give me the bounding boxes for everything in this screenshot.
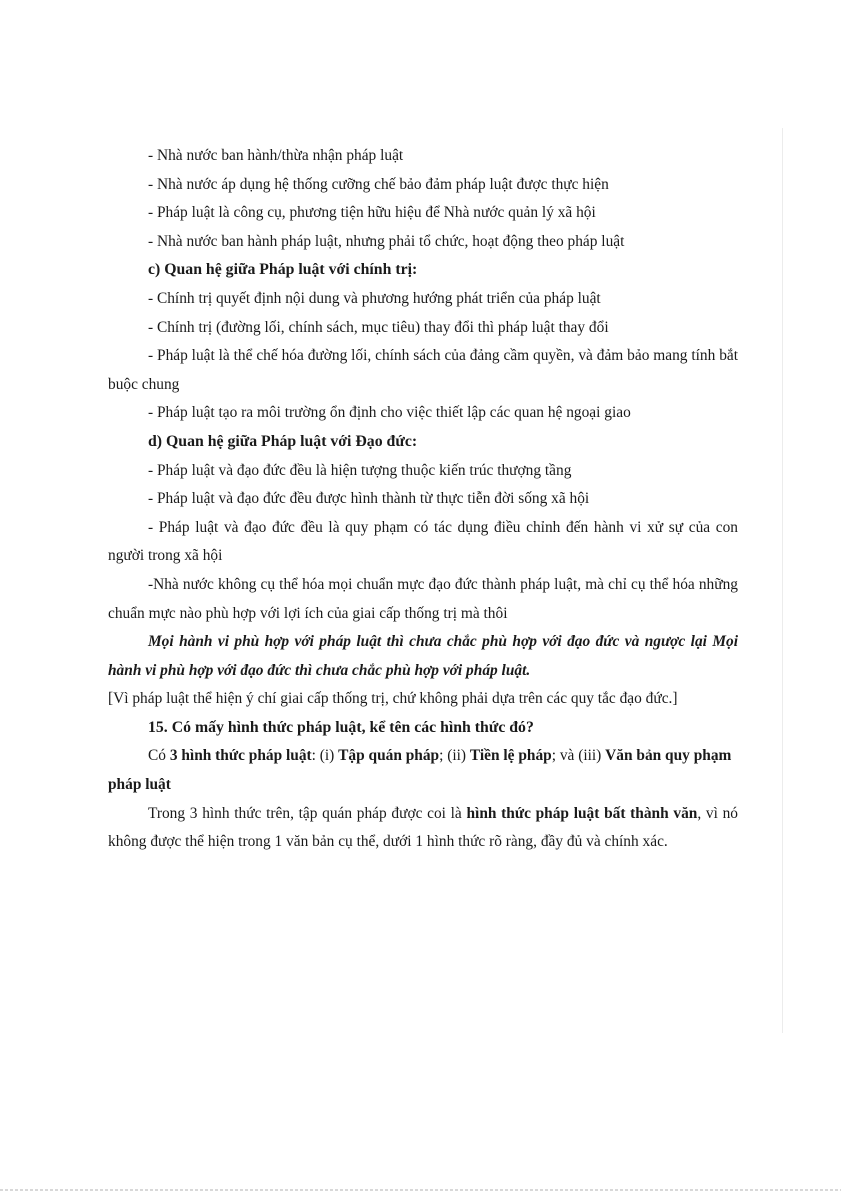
bullet-line: - Pháp luật và đạo đức đều là hiện tượng thuộc kiến trúc thượng tầng: [148, 461, 572, 479]
bullet-line: - Nhà nước áp dụng hệ thống cưỡng chế bảo đảm pháp luật được thực hiện: [148, 175, 609, 193]
answer-15: [108, 742, 738, 799]
paragraph-bold: hình thức pháp luật bất thành văn: [466, 804, 698, 822]
bullet-line: - Nhà nước ban hành pháp luật, nhưng phải tổ chức, hoạt động theo pháp luật: [148, 232, 625, 250]
bullet-line: - Chính trị quyết định nội dung và phương hướng phát triển của pháp luật: [148, 289, 601, 307]
bullet-line: - Pháp luật là công cụ, phương tiện hữu hiệu để Nhà nước quản lý xã hội: [148, 204, 596, 222]
section-heading-c: c) Quan hệ giữa Pháp luật với chính trị:: [148, 261, 418, 279]
answer-bold: Tiền lệ pháp: [469, 747, 552, 765]
bullet-line: - Pháp luật là thể chế hóa đường lối, chính sách của đảng cầm quyền, và đảm bảo mang tính bắt buộc chung: [108, 347, 738, 393]
section-heading-d: d) Quan hệ giữa Pháp luật với Đạo đức:: [148, 432, 418, 450]
question-15: 15. Có mấy hình thức pháp luật, kể tên các hình thức đó?: [148, 718, 534, 736]
document-body: [108, 142, 738, 857]
bullet-line: - Pháp luật và đạo đức đều được hình thành từ thực tiễn đời sống xã hội: [148, 490, 590, 508]
bullet-line: - Chính trị (đường lối, chính sách, mục tiêu) thay đổi thì pháp luật thay đổi: [148, 318, 609, 336]
answer-text: : (i): [311, 747, 339, 765]
answer-bold: Văn bản quy phạm pháp luật: [108, 747, 732, 794]
answer-bold: Tập quán pháp: [338, 747, 440, 765]
bullet-line: - Pháp luật tạo ra môi trường ổn định cho việc thiết lập các quan hệ ngoại giao: [148, 404, 631, 422]
bracket-note: [Vì pháp luật thể hiện ý chí giai cấp thống trị, chứ không phải dựa trên các quy tắc đạo đức.]: [108, 690, 678, 708]
paragraph-16: [108, 800, 738, 857]
bullet-line: -Nhà nước không cụ thể hóa mọi chuẩn mực đạo đức thành pháp luật, mà chỉ cụ thể hóa những chuẩn mực nào phù hợp với lợi ích của giai cấp thống trị mà thôi: [108, 575, 738, 622]
answer-text: ; (ii): [439, 747, 470, 765]
emphasis-statement: Mọi hành vi phù hợp với pháp luật thì chưa chắc phù hợp với đạo đức và ngược lại Mọi hành vi phù hợp với đạo đức thì chưa chắc phù hợp với pháp luật.: [108, 633, 738, 679]
paragraph-text: , vì nó không được thể hiện trong 1 văn bản cụ thể, dưới 1 hình thức rõ ràng, đầy đủ và chính xác.: [108, 804, 739, 851]
paragraph-text: Trong 3 hình thức trên, tập quán pháp được coi là: [148, 804, 467, 822]
answer-bold: 3 hình thức pháp luật: [169, 747, 312, 765]
bullet-line: - Nhà nước ban hành/thừa nhận pháp luật: [148, 147, 404, 164]
bullet-line: - Pháp luật và đạo đức đều là quy phạm có tác dụng điều chỉnh đến hành vi xử sự của con người trong xã hội: [108, 518, 738, 565]
answer-text: ; và (iii): [551, 747, 606, 765]
page-edge-shadow: [782, 128, 783, 1033]
answer-text: Có: [148, 747, 170, 765]
